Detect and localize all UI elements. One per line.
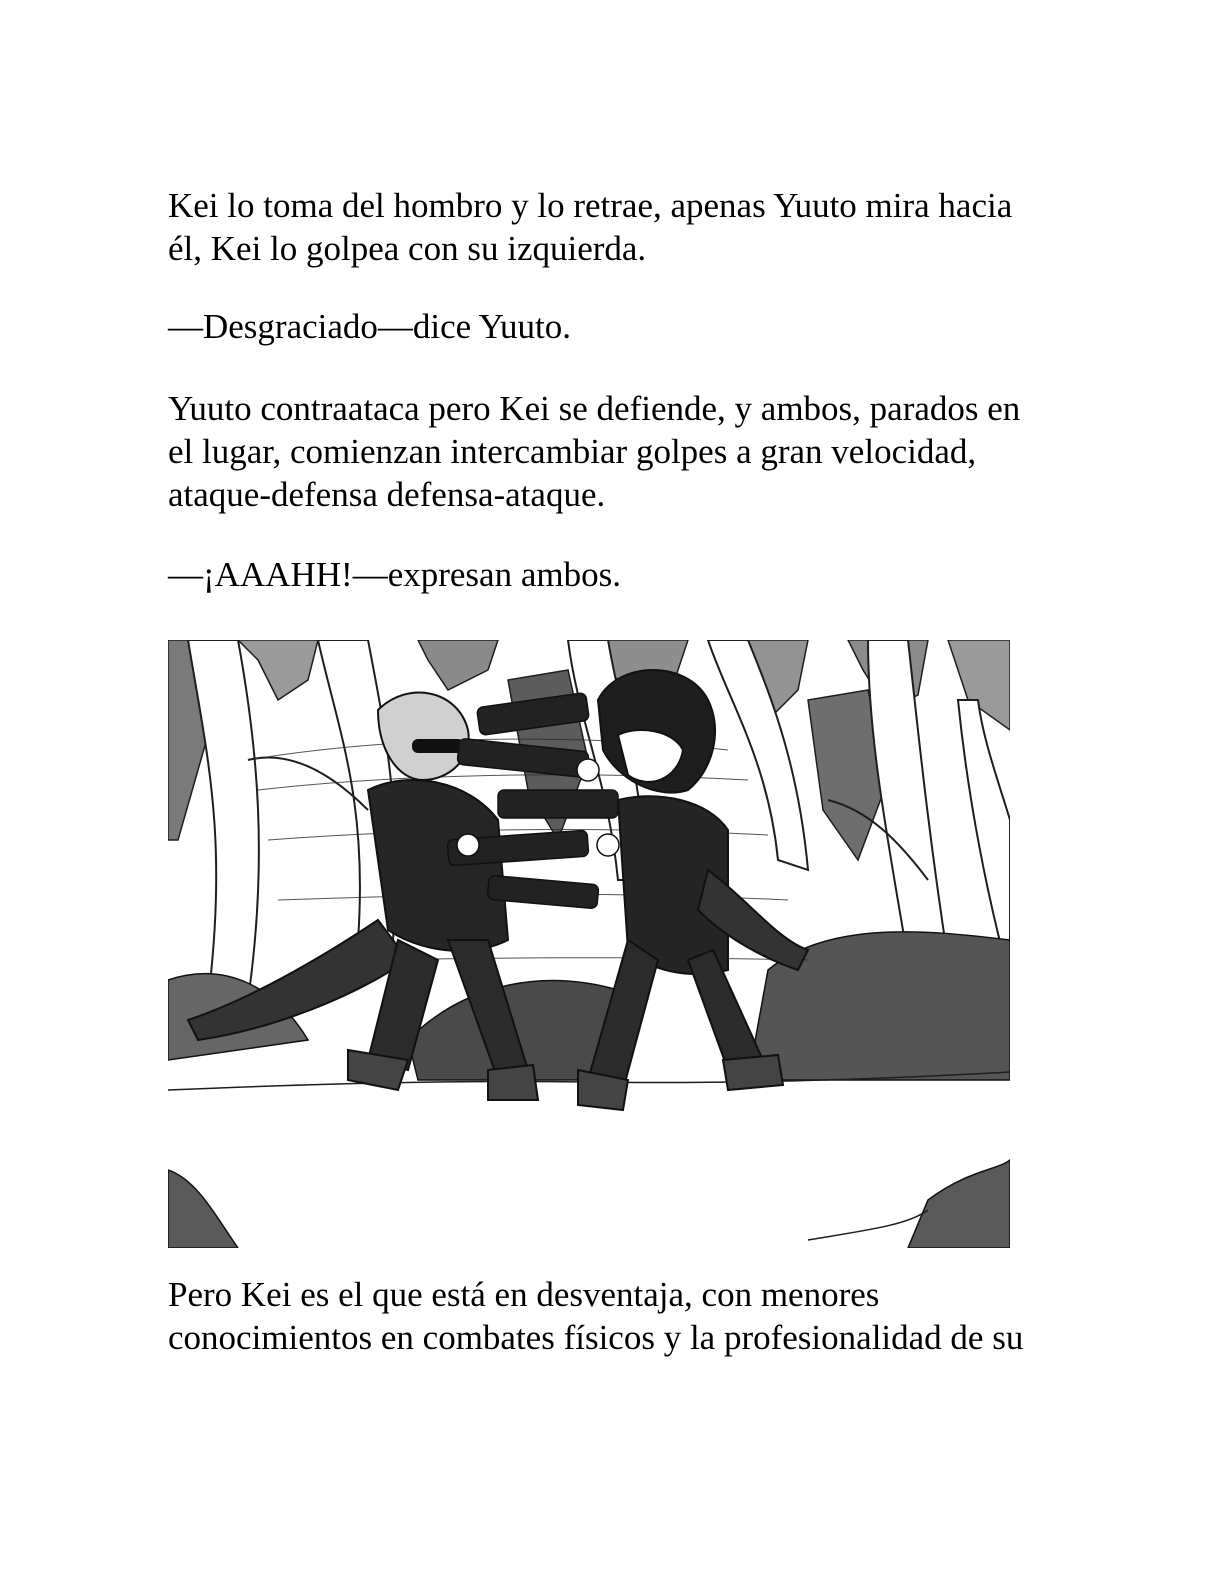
paragraph-line: Pero Kei es el que está en desventaja, con menores bbox=[168, 1275, 880, 1314]
paragraph-line: él, Kei lo golpea con su izquierda. bbox=[168, 229, 647, 268]
paragraph-line: —¡AAAHH!—expresan ambos. bbox=[168, 555, 621, 594]
paragraph-4-dialogue bbox=[168, 553, 1068, 596]
paragraph-line: conocimientos en combates físicos y la profesionalidad de su bbox=[168, 1318, 1024, 1357]
fight-scene-drawing bbox=[168, 640, 1010, 1248]
paragraph-5 bbox=[168, 1273, 1068, 1359]
paragraph-line: el lugar, comienzan intercambiar golpes a gran velocidad, bbox=[168, 432, 977, 471]
paragraph-line: ataque-defensa defensa-ataque. bbox=[168, 475, 606, 514]
paragraph-1 bbox=[168, 184, 1068, 270]
paragraph-line: Kei lo toma del hombro y lo retrae, apenas Yuuto mira hacia bbox=[168, 186, 1013, 225]
paragraph-3 bbox=[168, 387, 1068, 516]
paragraph-line: —Desgraciado—dice Yuuto. bbox=[168, 307, 572, 346]
fight-scene-illustration bbox=[168, 640, 1010, 1248]
paragraph-line: Yuuto contraataca pero Kei se defiende, y ambos, parados en bbox=[168, 389, 1021, 428]
paragraph-2-dialogue bbox=[168, 305, 1068, 348]
